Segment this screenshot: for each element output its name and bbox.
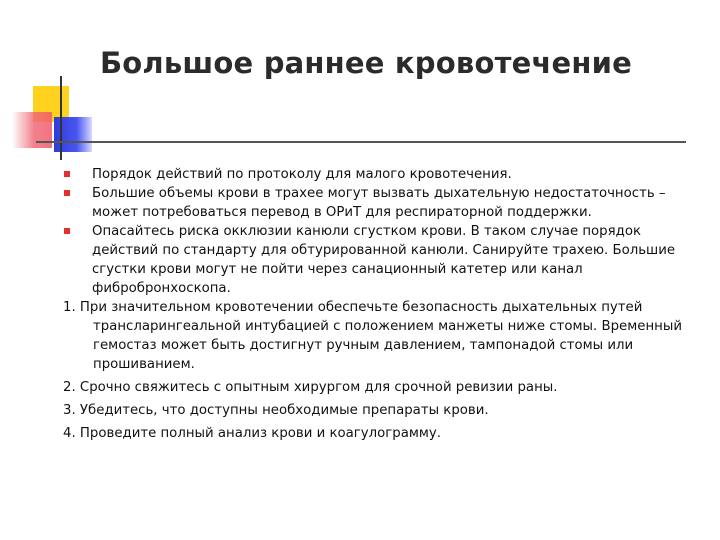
bullet-square-icon <box>64 171 70 177</box>
title-underline <box>36 141 686 143</box>
bullet-text: Большие объемы крови в трахее могут вызвать дыхательную недостаточность – может потребоваться перевод в ОРиТ для респираторной поддержки. <box>92 186 666 220</box>
decor-vertical-line <box>60 76 62 160</box>
bullet-item <box>64 222 684 298</box>
bullet-square-icon <box>64 190 70 196</box>
numbered-step <box>63 298 684 374</box>
step-text: 4. Проведите полный анализ крови и коагулограмму. <box>63 426 442 441</box>
slide-title: Большое раннее кровотечение <box>100 46 633 80</box>
numbered-step <box>63 378 684 397</box>
slide-body <box>64 165 684 443</box>
bullet-item <box>64 165 684 184</box>
bullet-square-icon <box>64 228 70 234</box>
bullet-item <box>64 184 684 222</box>
bullet-text: Опасайтесь риска окклюзии канюли сгустком крови. В таком случае порядок действий по стандарту для обтурированной канюли. Санируйте трахею. Большие сгустки крови могут не пойти через санационный катетер или канал фибробронхоскопа. <box>92 224 676 296</box>
step-text: 3. Убедитесь, что доступны необходимые препараты крови. <box>63 403 489 418</box>
step-text: 1. При значительном кровотечении обеспечьте безопасность дыхательных путей трансларингеальной интубацией с положением манжеты ниже стомы. Временный гемостаз может быть достигнут ручным давлением, тампонадой стомы или прошиванием. <box>63 300 682 372</box>
numbered-step <box>63 401 684 420</box>
step-text: 2. Срочно свяжитесь с опытным хирургом для срочной ревизии раны. <box>63 380 558 395</box>
numbered-step <box>63 424 684 443</box>
bullet-text: Порядок действий по протоколу для малого кровотечения. <box>92 167 512 182</box>
